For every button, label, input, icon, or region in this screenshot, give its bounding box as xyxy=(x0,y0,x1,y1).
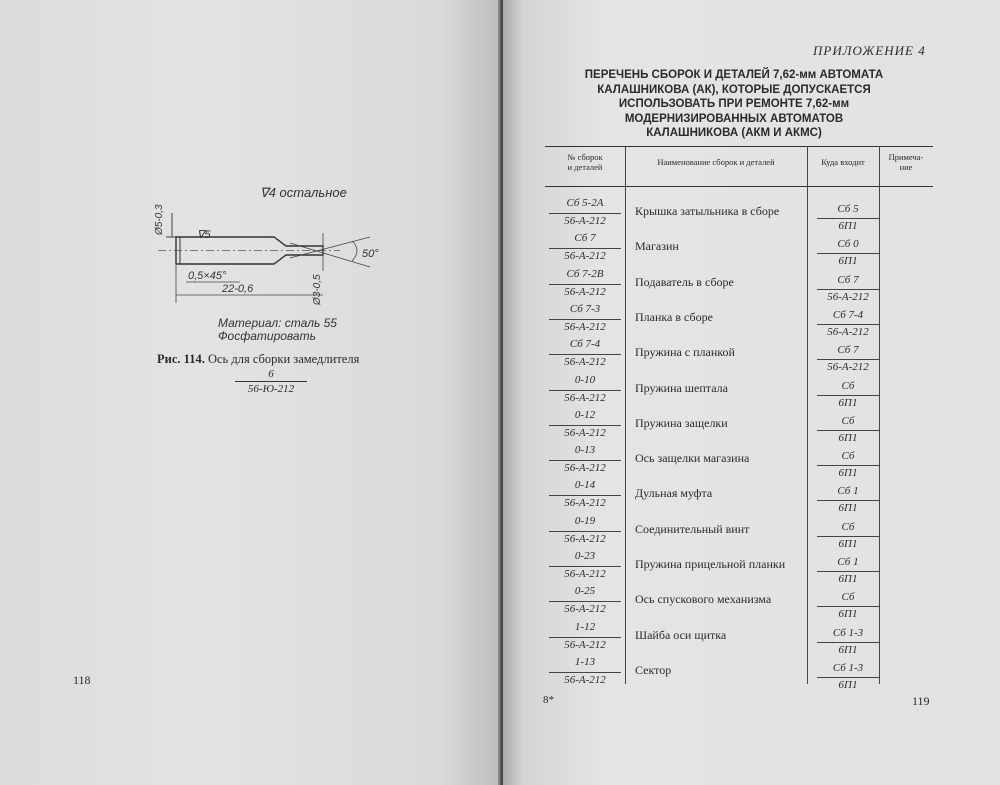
part-code xyxy=(549,196,621,232)
part-code-drawing: 56-А-212 xyxy=(564,250,606,263)
header-code xyxy=(545,152,625,172)
installed-in-drawing: 6П1 xyxy=(838,255,858,268)
installed-in-drawing: 56-А-212 xyxy=(827,325,869,338)
installed-in-drawing: 6П1 xyxy=(838,573,858,585)
installed-in-assembly: Сб 1-3 xyxy=(817,627,879,643)
table-row xyxy=(545,373,933,409)
table-row xyxy=(545,514,933,550)
finish-note: ∇4 остальное xyxy=(260,185,347,200)
installed-in xyxy=(817,655,879,691)
part-code-number: 0-14 xyxy=(549,479,621,496)
part-code-number: Сб 7-3 xyxy=(549,303,621,320)
angle-dim: 50° xyxy=(362,248,379,260)
title-line: КАЛАШНИКОВА (АК), КОТОРЫЕ ДОПУСКАЕТСЯ xyxy=(597,83,871,96)
installed-in xyxy=(817,267,879,303)
table-row xyxy=(545,337,933,373)
appendix-label: ПРИЛОЖЕНИЕ 4 xyxy=(813,43,926,58)
installed-in xyxy=(817,373,879,409)
installed-in xyxy=(817,584,879,620)
part-name: Пружина защелки xyxy=(635,415,728,430)
header-note-line: ние xyxy=(899,162,913,172)
part-code-drawing: 56-А-212 xyxy=(564,320,606,333)
part-code-drawing: 56-А-212 xyxy=(564,356,606,369)
footnote-mark: 8* xyxy=(543,694,554,706)
installed-in-assembly: Сб xyxy=(817,415,879,431)
part-code-number: 0-10 xyxy=(549,374,621,391)
installed-in xyxy=(817,443,879,479)
installed-in xyxy=(817,478,879,514)
part-code-number: 0-19 xyxy=(549,515,621,532)
header-code-line: и деталей xyxy=(567,162,603,172)
installed-in-assembly: Сб xyxy=(817,380,879,396)
part-code-drawing: 56-А-212 xyxy=(564,532,606,545)
part-code xyxy=(549,655,621,691)
title-line: ИСПОЛЬЗОВАТЬ ПРИ РЕМОНТЕ 7,62-мм xyxy=(618,98,850,111)
part-name: Дульная муфта xyxy=(635,486,713,501)
part-code-drawing: 56-А-212 xyxy=(564,285,606,298)
figure-caption xyxy=(157,352,359,367)
table-top-rule xyxy=(545,146,933,147)
table-row xyxy=(545,584,933,620)
installed-in-drawing: 6П1 xyxy=(838,537,858,550)
part-code-number: Сб 7 xyxy=(549,232,621,249)
part-code xyxy=(549,584,621,620)
figure-ref-denominator: 56-Ю-212 xyxy=(247,383,295,395)
header-where: Куда входит xyxy=(821,157,865,167)
installed-in-assembly: Сб 7 xyxy=(817,274,879,290)
installed-in-drawing: 56-А-212 xyxy=(827,290,869,303)
part-code-number: Сб 5-2А xyxy=(549,197,621,214)
part-name: Пружина с планкой xyxy=(635,345,735,360)
table-row xyxy=(545,267,933,303)
diameter-top-dim: Ø5-0,3 xyxy=(154,204,165,235)
technical-drawing xyxy=(140,175,400,345)
part-code-number: Сб 7-2В xyxy=(549,268,621,285)
installed-in xyxy=(817,196,879,232)
part-name: Планка в сборе xyxy=(635,309,713,324)
part-name: Ось спускового механизма xyxy=(635,592,772,607)
part-code-drawing: 56-А-212 xyxy=(564,426,606,439)
part-code xyxy=(549,443,621,479)
table-row xyxy=(545,549,933,585)
installed-in-drawing: 6П1 xyxy=(838,678,858,691)
part-name: Соединительный винт xyxy=(635,521,750,536)
length-dim: 22-0,6 xyxy=(222,283,254,295)
part-name: Крышка затыльника в сборе xyxy=(635,204,780,218)
part-code xyxy=(549,620,621,656)
part-name: Ось защелки магазина xyxy=(635,451,750,466)
installed-in-drawing: 6П1 xyxy=(838,431,858,444)
part-code xyxy=(549,408,621,444)
part-code-number: 1-12 xyxy=(549,621,621,638)
part-name: Сектор xyxy=(635,662,672,677)
part-code xyxy=(549,514,621,550)
table-header-rule xyxy=(545,186,933,187)
part-code-drawing: 56-А-212 xyxy=(564,673,606,686)
table-row xyxy=(545,620,933,656)
installed-in-drawing: 6П1 xyxy=(838,396,858,409)
part-code xyxy=(549,302,621,338)
diameter-tip-dim: Ø3-0,5 xyxy=(312,274,323,305)
part-code xyxy=(549,267,621,303)
part-code-number: 0-12 xyxy=(549,409,621,426)
table-row xyxy=(545,196,933,232)
part-name: Подаватель в сборе xyxy=(635,274,734,289)
right-page xyxy=(503,0,1000,785)
part-code-drawing: 56-А-212 xyxy=(564,638,606,651)
part-code-drawing: 56-А-212 xyxy=(564,497,606,510)
figure-label: Рис. 114. xyxy=(157,352,205,366)
part-code-drawing: 56-А-212 xyxy=(564,462,606,475)
title-line: ПЕРЕЧЕНЬ СБОРОК И ДЕТАЛЕЙ 7,62-мм АВТОМАТА xyxy=(584,69,884,81)
chamfer-dim: 0,5×45° xyxy=(188,270,227,282)
installed-in xyxy=(817,514,879,550)
installed-in-drawing: 6П1 xyxy=(838,643,858,656)
installed-in-assembly: Сб 1-3 xyxy=(817,662,879,678)
installed-in xyxy=(817,231,879,267)
table-row xyxy=(545,655,933,691)
installed-in xyxy=(817,620,879,656)
installed-in-drawing: 6П1 xyxy=(838,467,858,480)
installed-in-drawing: 6П1 xyxy=(838,502,858,515)
part-code-drawing: 56-А-212 xyxy=(564,603,606,616)
part-code xyxy=(549,373,621,409)
parts-table xyxy=(545,146,933,691)
roughness-mark: ∇5 xyxy=(197,229,211,241)
part-code-number: 1-13 xyxy=(549,656,621,673)
axle-drawing-svg xyxy=(140,175,400,345)
part-code xyxy=(549,337,621,373)
installed-in-assembly: Сб 7-4 xyxy=(817,309,879,325)
part-code xyxy=(549,549,621,585)
part-code xyxy=(549,478,621,514)
page-number-right: 119 xyxy=(912,694,930,708)
installed-in-assembly: Сб xyxy=(817,591,879,607)
figure-ref-numerator: 6 xyxy=(235,368,307,382)
installed-in-drawing: 6П1 xyxy=(838,608,858,621)
part-name: Шайба оси щитка xyxy=(635,627,727,642)
installed-in-assembly: Сб 0 xyxy=(817,238,879,254)
treatment-note: Фосфатировать xyxy=(218,329,316,343)
table-row xyxy=(545,478,933,514)
header-note xyxy=(879,152,933,172)
figure-reference xyxy=(235,368,307,395)
header-code-line: № сборок xyxy=(567,152,603,162)
part-code-number: 0-13 xyxy=(549,444,621,461)
part-name: Магазин xyxy=(635,239,679,254)
installed-in-assembly: Сб 5 xyxy=(817,203,879,219)
installed-in-assembly: Сб xyxy=(817,521,879,537)
installed-in xyxy=(817,408,879,444)
part-code-drawing: 56-А-212 xyxy=(564,568,606,580)
part-code-number: 0-23 xyxy=(549,550,621,567)
installed-in-assembly: Сб 1 xyxy=(817,485,879,501)
part-code-number: 0-25 xyxy=(549,585,621,602)
installed-in xyxy=(817,337,879,373)
page-number-left: 118 xyxy=(73,673,91,687)
part-code xyxy=(549,231,621,267)
document-title xyxy=(563,68,905,141)
part-code-drawing: 56-А-212 xyxy=(564,215,606,227)
header-note-line: Примеча- xyxy=(888,152,924,162)
installed-in-assembly: Сб 1 xyxy=(817,556,879,572)
table-row xyxy=(545,231,933,267)
title-line: КАЛАШНИКОВА (АКМ И АКМС) xyxy=(646,127,822,140)
part-code-number: Сб 7-4 xyxy=(549,338,621,355)
table-row xyxy=(545,302,933,338)
part-name: Пружина прицельной планки xyxy=(635,557,786,571)
material-note: Материал: сталь 55 xyxy=(218,316,337,330)
installed-in xyxy=(817,549,879,585)
title-line: МОДЕРНИЗИРОВАННЫХ АВТОМАТОВ xyxy=(624,112,844,125)
installed-in-assembly: Сб xyxy=(817,450,879,466)
installed-in xyxy=(817,302,879,338)
header-name: Наименование сборок и деталей xyxy=(657,157,775,167)
table-row xyxy=(545,408,933,444)
part-name: Пружина шептала xyxy=(635,380,728,395)
installed-in-assembly: Сб 7 xyxy=(817,344,879,360)
part-code-drawing: 56-А-212 xyxy=(564,391,606,404)
installed-in-drawing: 56-А-212 xyxy=(827,361,869,374)
table-row xyxy=(545,443,933,479)
installed-in-drawing: 6П1 xyxy=(838,220,858,232)
figure-text: Ось для сборки замедлителя xyxy=(207,352,360,366)
